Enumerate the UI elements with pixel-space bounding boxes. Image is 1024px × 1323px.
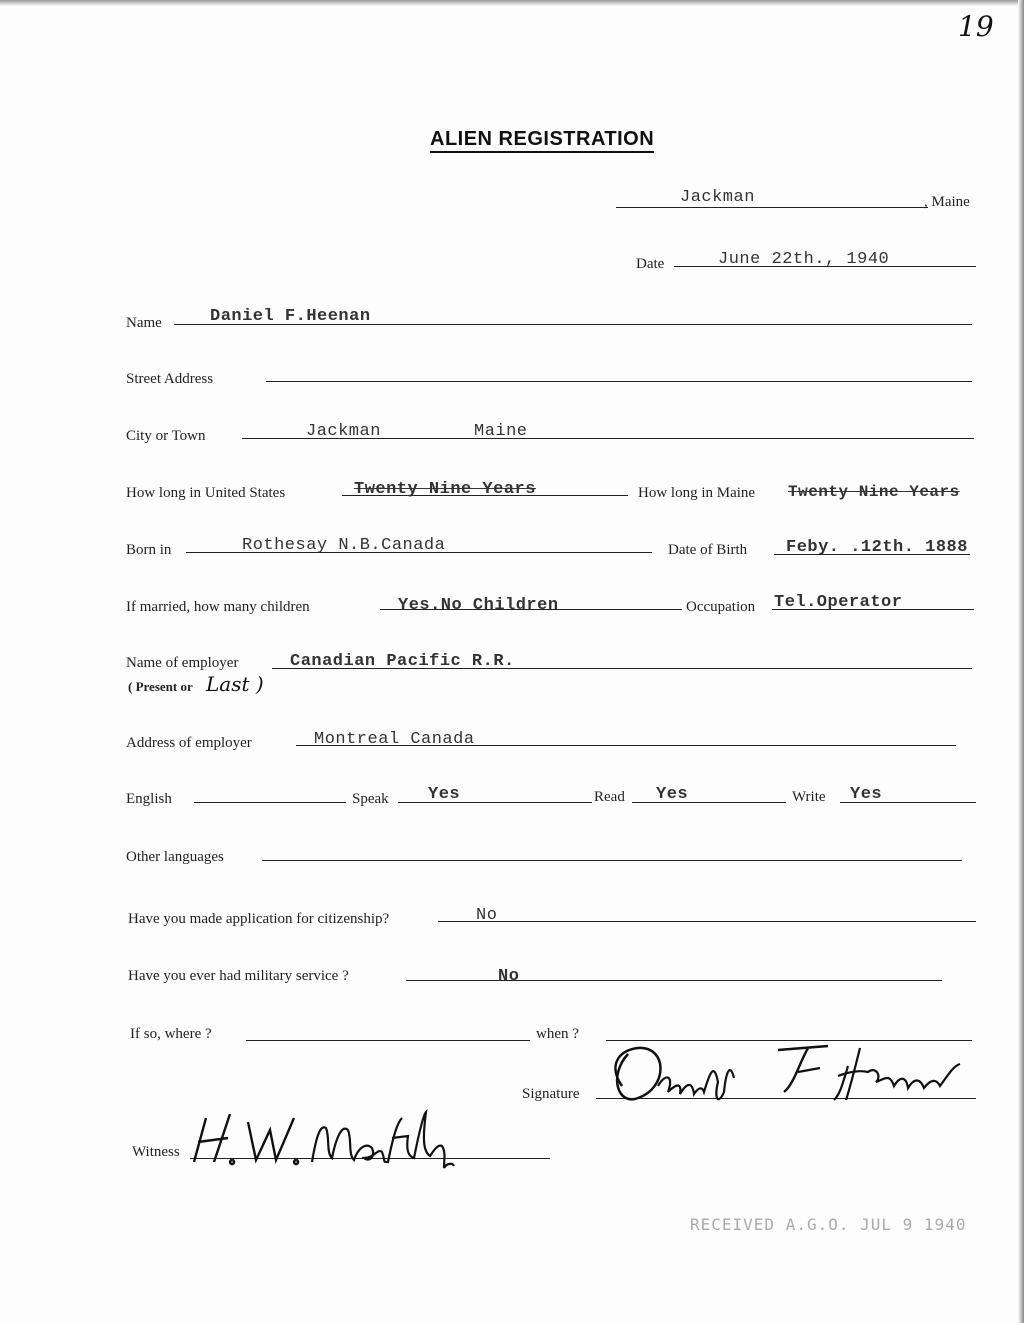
signature-label: Signature bbox=[522, 1086, 580, 1102]
signature-handwriting bbox=[598, 1036, 994, 1116]
city-value: Jackman bbox=[306, 422, 381, 441]
page-number: 19 bbox=[958, 10, 994, 43]
children-label: If married, how many children bbox=[126, 599, 310, 615]
how-long-maine-value: Twenty Nine Years bbox=[788, 483, 960, 501]
military-line bbox=[406, 980, 942, 981]
witness-label: Witness bbox=[132, 1144, 180, 1160]
born-in-label: Born in bbox=[126, 542, 172, 558]
read-value: Yes bbox=[656, 785, 689, 804]
other-languages-label: Other languages bbox=[126, 849, 224, 865]
children-value: Yes.No Children bbox=[398, 596, 559, 615]
employer-value: Canadian Pacific R.R. bbox=[290, 652, 515, 671]
write-label: Write bbox=[792, 789, 826, 805]
military-value: No bbox=[498, 967, 520, 986]
write-value: Yes bbox=[850, 785, 883, 804]
scan-edge-right bbox=[1018, 0, 1024, 1323]
how-long-us-label: How long in United States bbox=[126, 485, 286, 501]
how-long-maine-label: How long in Maine bbox=[638, 485, 756, 501]
state-value: Maine bbox=[474, 422, 528, 441]
name-label: Name bbox=[126, 315, 162, 331]
how-long-us-value: Twenty Nine Years bbox=[354, 480, 536, 499]
location-suffix: , Maine bbox=[924, 194, 970, 210]
other-languages-line bbox=[262, 860, 962, 861]
dob-value: Feby. .12th. 1888 bbox=[786, 538, 968, 557]
witness-handwriting bbox=[186, 1108, 466, 1172]
citizenship-value: No bbox=[476, 906, 498, 925]
when-label: when ? bbox=[536, 1026, 579, 1042]
employer-sublabel-handwritten: Last ) bbox=[206, 672, 264, 696]
employer-sublabel: ( Present or bbox=[128, 679, 193, 694]
city-label: City or Town bbox=[126, 428, 206, 444]
speak-label: Speak bbox=[352, 791, 389, 807]
scan-edge-top bbox=[0, 0, 1024, 6]
street-address-label: Street Address bbox=[126, 371, 214, 387]
employer-address-label: Address of employer bbox=[126, 735, 252, 751]
occupation-value: Tel.Operator bbox=[774, 593, 903, 612]
speak-value: Yes bbox=[428, 785, 461, 804]
employer-address-value: Montreal Canada bbox=[314, 730, 475, 749]
military-label: Have you ever had military service ? bbox=[128, 968, 349, 984]
form-title: ALIEN REGISTRATION bbox=[430, 128, 654, 153]
citizenship-line bbox=[438, 921, 976, 922]
citizenship-label: Have you made application for citizenship? bbox=[128, 911, 390, 927]
dob-label: Date of Birth bbox=[668, 542, 748, 558]
street-address-line bbox=[266, 381, 972, 382]
employer-label: Name of employer bbox=[126, 655, 239, 671]
read-label: Read bbox=[594, 789, 625, 805]
where-label: If so, where ? bbox=[130, 1026, 212, 1042]
name-value: Daniel F.Heenan bbox=[210, 307, 371, 326]
where-line bbox=[246, 1040, 530, 1041]
born-in-value: Rothesay N.B.Canada bbox=[242, 536, 446, 555]
occupation-label: Occupation bbox=[686, 599, 756, 615]
location-value: Jackman bbox=[680, 188, 755, 207]
location-line bbox=[616, 207, 928, 208]
date-label: Date bbox=[636, 256, 665, 272]
english-label: English bbox=[126, 791, 172, 807]
received-stamp: RECEIVED A.G.O. JUL 9 1940 bbox=[690, 1215, 967, 1234]
date-value: June 22th., 1940 bbox=[718, 250, 890, 269]
english-line bbox=[194, 802, 346, 803]
